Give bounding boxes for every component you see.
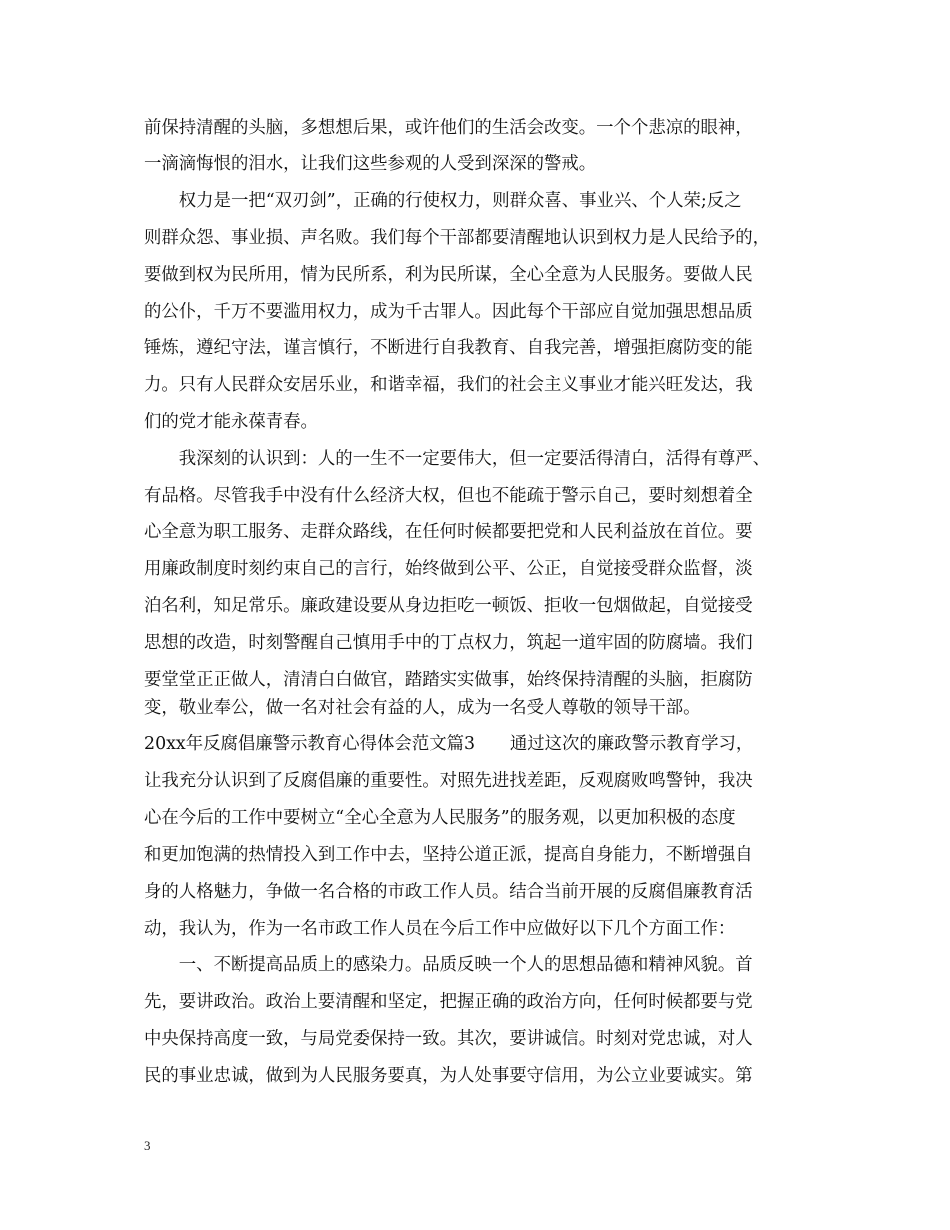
text-line: 我深刻的认识到：人的一生不一定要伟大，但一定要活得清白，活得有尊严、 <box>144 449 771 469</box>
text-line: 动，我认为，作为一名市政工作人员在今后工作中应做好以下几个方面工作： <box>144 919 736 939</box>
text-line: 力。只有人民群众安居乐业，和谐幸福，我们的社会主义事业才能兴旺发达，我 <box>144 375 753 395</box>
text-line: 变，敬业奉公，做一名对社会有益的人，成为一名受人尊敬的领导干部。 <box>144 698 701 718</box>
text-line: 泊名利，知足常乐。廉政建设要从身边拒吃一顿饭、拒收一包烟做起，自觉接受 <box>144 596 753 616</box>
text-line: 身的人格魅力，争做一名合格的市政工作人员。结合当前开展的反腐倡廉教育活 <box>144 882 753 902</box>
text-line: 中央保持高度一致，与局党委保持一致。其次，要讲诚信。时刻对党忠诚，对人 <box>144 1029 753 1049</box>
text-line: 则群众怨、事业损、声名败。我们每个干部都要清醒地认识到权力是人民给予的， <box>144 228 771 248</box>
text-line: 先，要讲政治。政治上要清醒和坚定，把握正确的政治方向，任何时候都要与党 <box>144 992 753 1012</box>
text-line: 民的事业忠诚，做到为人民服务要真，为人处事要守信用，为公立业要诚实。第 <box>144 1066 753 1086</box>
text-line: 一滴滴悔恨的泪水，让我们这些参观的人受到深深的警戒。 <box>144 154 597 174</box>
text-line: 们的党才能永葆青春。 <box>144 412 318 432</box>
text-line: 用廉政制度时刻约束自己的言行，始终做到公平、公正，自觉接受群众监督，淡 <box>144 559 753 579</box>
text-line: 要堂堂正正做人，清清白白做官，踏踏实实做事，始终保持清醒的头脑，拒腐防 <box>144 670 753 690</box>
text-line: 权力是一把“双刃剑”，正确的行使权力，则群众喜、事业兴、个人荣;反之 <box>144 191 742 211</box>
text-line: 心在今后的工作中要树立“全心全意为人民服务”的服务观，以更加积极的态度 <box>144 808 736 828</box>
text-line: 一、不断提高品质上的感染力。品质反映一个人的思想品德和精神风貌。首 <box>144 955 753 975</box>
text-line: 让我充分认识到了反腐倡廉的重要性。对照先进找差距，反观腐败鸣警钟，我决 <box>144 771 753 791</box>
section-heading-line: 20xx年反腐倡廉警示教育心得体会范文篇3 通过这次的廉政警示教育学习， <box>144 734 754 754</box>
text-line: 前保持清醒的头脑，多想想后果，或许他们的生活会改变。一个个悲凉的眼神， <box>144 118 753 138</box>
text-line: 心全意为职工服务、走群众路线，在任何时候都要把党和人民利益放在首位。要 <box>144 522 753 542</box>
text-line: 有品格。尽管我手中没有什么经济大权，但也不能疏于警示自己，要时刻想着全 <box>144 486 753 506</box>
text-line: 要做到权为民所用，情为民所系，利为民所谋，全心全意为人民服务。要做人民 <box>144 265 753 285</box>
page-number: 3 <box>144 1138 151 1153</box>
text-line: 锤炼，遵纪守法，谨言慎行，不断进行自我教育、自我完善，增强拒腐防变的能 <box>144 338 753 358</box>
text-line: 和更加饱满的热情投入到工作中去，坚持公道正派，提高自身能力，不断增强自 <box>144 845 753 865</box>
text-line: 的公仆，千万不要滥用权力，成为千古罪人。因此每个干部应自觉加强思想品质 <box>144 302 753 322</box>
text-line: 思想的改造，时刻警醒自己慎用手中的丁点权力，筑起一道牢固的防腐墙。我们 <box>144 633 753 653</box>
